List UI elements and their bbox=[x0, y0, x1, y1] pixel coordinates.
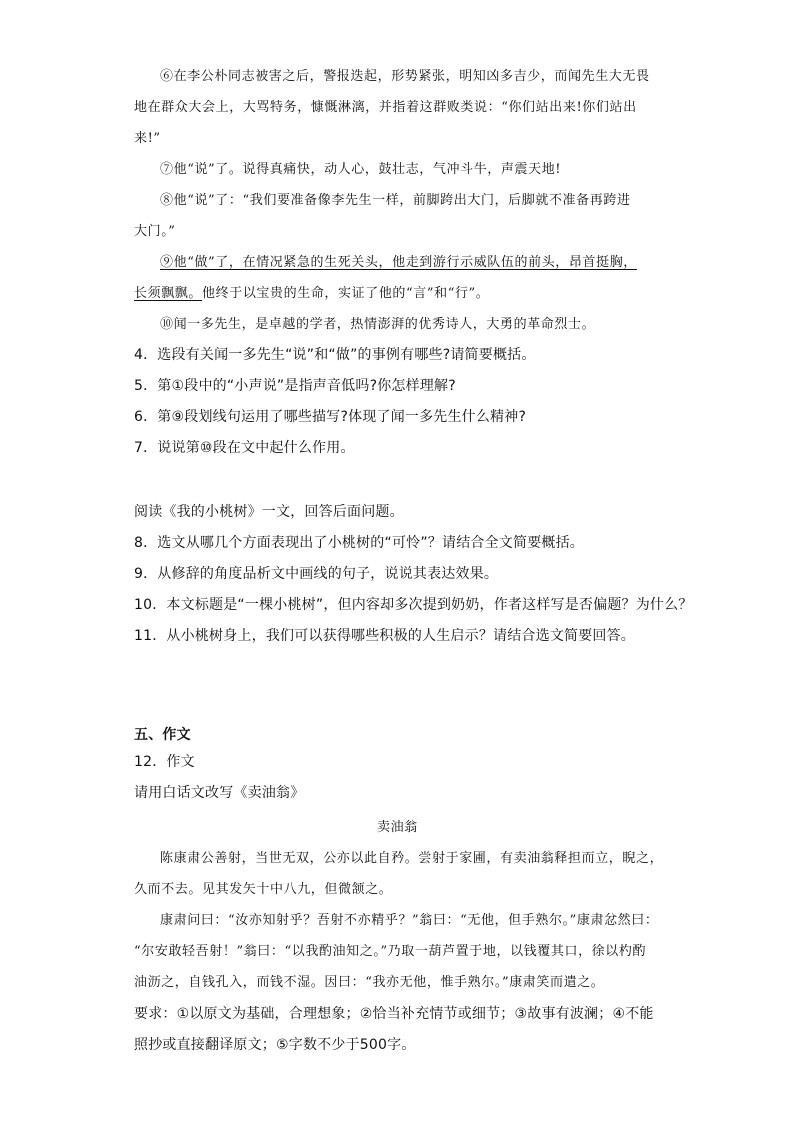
question-9: 9．从修辞的角度品析文中画线的句子，说说其表达效果。 bbox=[134, 566, 499, 582]
question-6: 6．第⑨段划线句运用了哪些描写?体现了闻一多先生什么精神? bbox=[134, 409, 527, 425]
passage-p9-rest: 他终于以宝贵的生命，实证了他的“言”和“行”。 bbox=[202, 286, 490, 301]
requirements-line2: 照抄或直接翻译原文；⑤字数不少于500字。 bbox=[134, 1037, 416, 1053]
question-12: 12．作文 bbox=[134, 754, 195, 770]
question-11: 11．从小桃树身上，我们可以获得哪些积极的人生启示？请结合选文简要回答。 bbox=[134, 628, 636, 644]
reading2-intro: 阅读《我的小桃树》一文，回答后面问题。 bbox=[134, 504, 404, 520]
ancient-text-p1-line1: 陈康肃公善射，当世无双，公亦以此自矜。尝射于家圃，有卖油翁释担而立，睨之， bbox=[160, 851, 664, 866]
ancient-text-p2-line1: 康肃问曰：“汝亦知射乎？吾射不亦精乎？”翁曰：“无他，但手熟尔。”康肃忿然曰： bbox=[160, 913, 659, 928]
ancient-text-p2-line3: 油沥之，自钱孔入，而钱不湿。因曰：“我亦无他，惟手熟尔。”康肃笑而遣之。 bbox=[134, 975, 605, 990]
passage-p6-line2: 地在群众大会上，大骂特务，慷慨淋漓，并指着这群败类说：“你们站出来!你们站出 bbox=[134, 100, 637, 115]
ancient-text-p1-line2: 久而不去。见其发矢十中八九，但微颔之。 bbox=[134, 882, 393, 897]
composition-instruction: 请用白话文改写《卖油翁》 bbox=[134, 785, 305, 801]
passage-p9-line1-underlined: ⑨他“做”了，在情况紧急的生死关头，他走到游行示威队伍的前头，昂首挺胸， bbox=[160, 255, 637, 270]
passage-p8-line2: 大门。” bbox=[134, 224, 176, 239]
question-8: 8．选文从哪几个方面表现出了小桃树的“可怜”？请结合全文简要概括。 bbox=[134, 535, 585, 551]
question-7: 7．说说第⑩段在文中起什么作用。 bbox=[134, 440, 355, 456]
passage-p9-underlined-end: 长须飘飘。 bbox=[134, 286, 203, 301]
passage-p10: ⑩闻一多先生，是卓越的学者，热情澎湃的优秀诗人，大勇的革命烈士。 bbox=[160, 317, 596, 332]
question-4: 4．选段有关闻一多先生“说”和“做”的事例有哪些?请简要概括。 bbox=[134, 347, 536, 363]
ancient-text-p2-line2: “尔安敢轻吾射！”翁曰：“以我酌油知之。”乃取一葫芦置于地，以钱覆其口，徐以杓酌 bbox=[134, 944, 647, 959]
passage-p7: ⑦他“说”了。说得真痛快，动人心，鼓壮志，气冲斗牛，声震天地! bbox=[160, 162, 562, 177]
passage-p6-line1: ⑥在李公朴同志被害之后，警报迭起，形势紧张，明知凶多吉少，而闻先生大无畏 bbox=[160, 69, 650, 84]
passage-p8-line1: ⑧他“说”了：“我们要准备像李先生一样，前脚跨出大门，后脚就不准备再跨进 bbox=[160, 193, 631, 208]
passage-p9-line2 bbox=[134, 287, 489, 300]
requirements-line1: 要求：①以原文为基础，合理想象；②恰当补充情节或细节；③故事有波澜；④不能 bbox=[134, 1006, 654, 1022]
question-5: 5．第①段中的“小声说”是指声音低吗?你怎样理解? bbox=[134, 378, 456, 394]
section-heading-composition: 五、作文 bbox=[134, 727, 191, 743]
ancient-text-title: 卖油翁 bbox=[377, 820, 418, 835]
question-10: 10．本文标题是“一棵小桃树”，但内容却多次提到奶奶，作者这样写是否偏题？为什么？ bbox=[134, 597, 693, 613]
passage-p6-line3: 来!” bbox=[134, 131, 161, 146]
